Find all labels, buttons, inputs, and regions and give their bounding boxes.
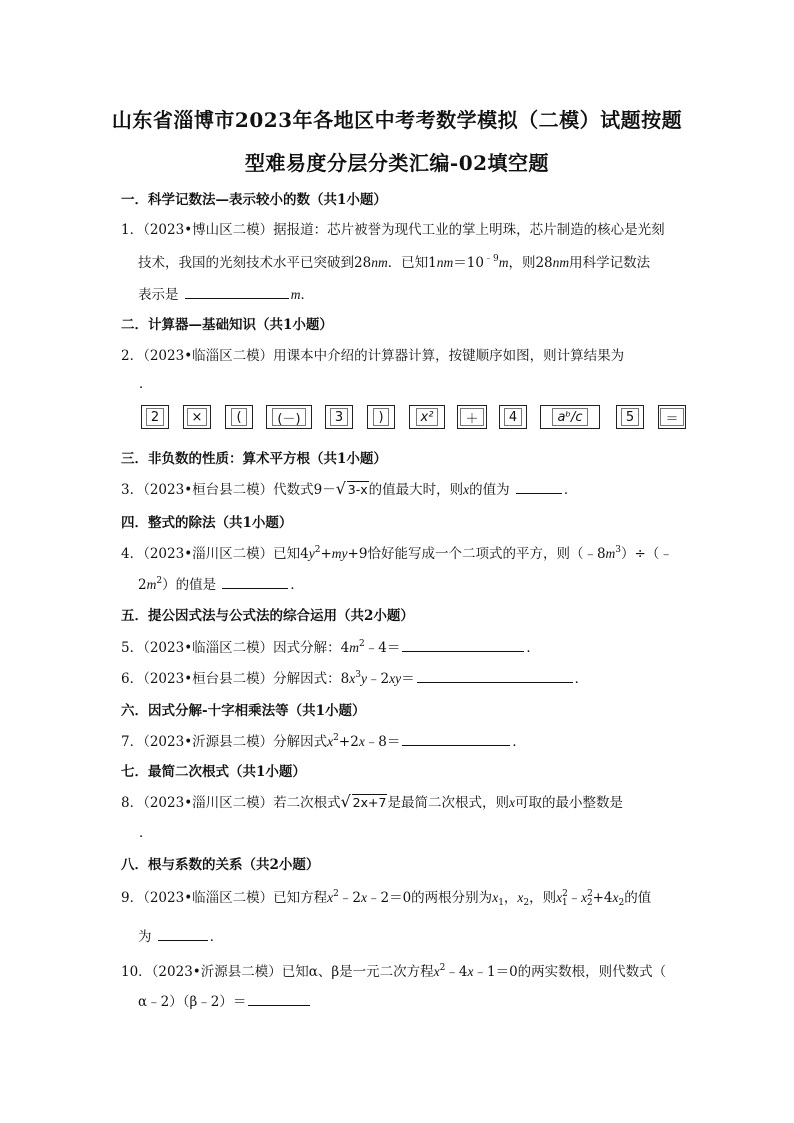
sqrt-expression: √ 2x+7 (342, 795, 388, 811)
calc-key-open-paren: ( (225, 405, 253, 429)
question-1-line3: 表示是 m． (138, 287, 315, 303)
calc-key-equals: ＝ (658, 405, 686, 429)
calc-key-close-paren: ) (367, 405, 395, 429)
question-4-line2: $2m^2$）的值是 ． (138, 576, 304, 593)
question-10-line1: 10．（2023•沂源县二模）已知α、β是一元二次方程$x^2﹣4x﹣1=0$的两实数根，则代数式（ (121, 963, 667, 980)
question-10-line2: α﹣2）（β﹣2）＝ (138, 990, 312, 1010)
calc-key-2: 2 (141, 405, 169, 429)
answer-blank-4[interactable] (222, 576, 288, 589)
calc-key-4: 4 (499, 405, 527, 429)
section-heading-1: 一．科学记数法—表示较小的数（共1小题） (121, 192, 387, 208)
section-heading-5: 五．提公因式法与公式法的综合运用（共2小题） (121, 608, 414, 624)
calc-key-3: 3 (325, 405, 353, 429)
page-title-line2: 型难易度分层分类汇编-02填空题 (244, 151, 550, 175)
section-heading-3: 三．非负数的性质：算术平方根（共1小题） (121, 451, 387, 467)
section-heading-8: 八．根与系数的关系（共2小题） (121, 857, 320, 873)
question-7-line1: 7．（2023•沂源县二模）分解因式$x^2+2x﹣8=$ ． (121, 733, 526, 750)
answer-blank-6[interactable] (417, 670, 573, 683)
page-title-line1: 山东省淄博市2023年各地区中考考数学模拟（二模）试题按题 (111, 108, 683, 132)
question-1-line1: 1．（2023•博山区二模）据报道：芯片被誉为现代工业的掌上明珠，芯片制造的核心是光刻 (121, 222, 665, 238)
calc-key-multiply: × (183, 405, 211, 429)
calc-key-5: 5 (616, 405, 644, 429)
question-3-line1: 3．（2023•桓台县二模）代数式9－√ 3-x的值最大时，则x的值为 ． (121, 478, 577, 498)
question-1-line2: 技术，我国的光刻技术水平已突破到28nm．已知$1nm=10^{﹣9}m$，则28nm用科学记数法 (138, 254, 651, 271)
answer-blank-3[interactable] (516, 481, 562, 494)
calc-key-square: x² (409, 405, 445, 429)
section-heading-4: 四．整式的除法（共1小题） (121, 515, 293, 531)
calc-key-negative: (－) (266, 405, 312, 429)
question-5-line1: 5．（2023•临淄区二模）因式分解：$4m^2﹣4=$ ． (121, 639, 540, 656)
question-9-line2: 为 ． (138, 929, 224, 945)
sqrt-expression: √ 3-x (337, 482, 369, 498)
question-2-line1: 2．（2023•临淄区二模）用课本中介绍的计算器计算，按键顺序如图，则计算结果为 (121, 348, 625, 364)
section-heading-6: 六．因式分解-十字相乘法等（共1小题） (121, 703, 366, 719)
question-9-line1: 9．（2023•临淄区二模）已知方程$x^2﹣2x﹣2=0$的两根分别为$x_1$，$x_2$，则$x^2_1﹣x^2_2+4x_2$的值 (121, 889, 652, 908)
question-4-line1: 4．（2023•淄川区二模）已知$4y^2+my+9$恰好能写成一个二项式的平方，则$(﹣8m^3)\div(﹣$ (121, 545, 673, 562)
question-6-line1: 6．（2023•桓台县二模）分解因式：$8x^3y﹣2xy=$ ． (121, 670, 589, 687)
question-2-dot: ． (139, 376, 153, 392)
answer-blank-5[interactable] (402, 639, 524, 652)
question-8-line1: 8．（2023•淄川区二模）若二次根式√ 2x+7是最简二次根式，则x可取的最小整数是 (121, 791, 623, 811)
calculator-key-sequence (141, 405, 687, 431)
answer-blank-1[interactable] (185, 286, 289, 299)
answer-blank-7[interactable] (402, 733, 510, 746)
calc-key-fraction: aᵇ/c (540, 405, 600, 429)
section-heading-2: 二．计算器—基础知识（共1小题） (121, 317, 333, 333)
question-8-dot: ． (139, 825, 153, 841)
answer-blank-9[interactable] (158, 928, 208, 941)
calc-key-plus: ＋ (457, 405, 487, 429)
section-heading-7: 七．最简二次根式（共1小题） (121, 764, 306, 780)
answer-blank-10[interactable] (248, 993, 310, 1006)
